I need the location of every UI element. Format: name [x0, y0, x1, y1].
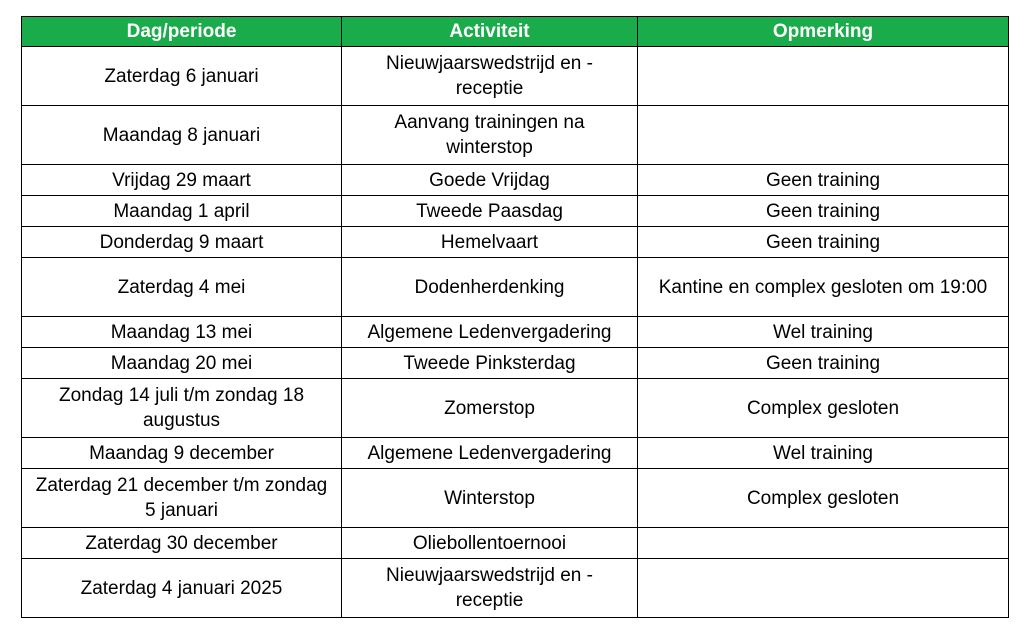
table-row	[22, 438, 1009, 469]
cell-activity: Nieuwjaarswedstrijd en - receptie	[342, 47, 638, 106]
cell-period: Zondag 14 juli t/m zondag 18 augustus	[22, 379, 342, 438]
header-note: Opmerking	[638, 17, 1009, 47]
cell-activity: Zomerstop	[342, 379, 638, 438]
cell-period: Maandag 13 mei	[22, 317, 342, 348]
header-row	[22, 17, 1009, 47]
cell-activity: Nieuwjaarswedstrijd en - receptie	[342, 559, 638, 618]
table-row	[22, 47, 1009, 106]
cell-period: Maandag 8 januari	[22, 106, 342, 165]
header-period: Dag/periode	[22, 17, 342, 47]
table-row	[22, 227, 1009, 258]
cell-note	[638, 106, 1009, 165]
cell-activity: Goede Vrijdag	[342, 165, 638, 196]
cell-period: Zaterdag 6 januari	[22, 47, 342, 106]
table-row	[22, 258, 1009, 317]
cell-period: Vrijdag 29 maart	[22, 165, 342, 196]
cell-period: Zaterdag 21 december t/m zondag 5 januari	[22, 469, 342, 528]
schedule-table	[21, 16, 1009, 618]
cell-note: Geen training	[638, 196, 1009, 227]
cell-activity: Algemene Ledenvergadering	[342, 317, 638, 348]
cell-activity: Tweede Pinksterdag	[342, 348, 638, 379]
cell-period: Zaterdag 4 mei	[22, 258, 342, 317]
cell-note: Complex gesloten	[638, 379, 1009, 438]
cell-period: Maandag 20 mei	[22, 348, 342, 379]
cell-period: Donderdag 9 maart	[22, 227, 342, 258]
table-row	[22, 165, 1009, 196]
cell-note	[638, 47, 1009, 106]
table-row	[22, 469, 1009, 528]
cell-activity: Dodenherdenking	[342, 258, 638, 317]
cell-activity: Aanvang trainingen na winterstop	[342, 106, 638, 165]
table-row	[22, 379, 1009, 438]
cell-note: Geen training	[638, 227, 1009, 258]
table-row	[22, 196, 1009, 227]
cell-activity: Algemene Ledenvergadering	[342, 438, 638, 469]
header-activity: Activiteit	[342, 17, 638, 47]
cell-activity: Oliebollentoernooi	[342, 528, 638, 559]
cell-activity: Hemelvaart	[342, 227, 638, 258]
table-row	[22, 559, 1009, 618]
cell-note: Geen training	[638, 348, 1009, 379]
table-body	[22, 47, 1009, 618]
table-header	[22, 17, 1009, 47]
cell-period: Maandag 1 april	[22, 196, 342, 227]
cell-period: Zaterdag 30 december	[22, 528, 342, 559]
table-row	[22, 528, 1009, 559]
cell-note	[638, 559, 1009, 618]
cell-note: Complex gesloten	[638, 469, 1009, 528]
cell-activity: Winterstop	[342, 469, 638, 528]
table-row	[22, 106, 1009, 165]
cell-activity: Tweede Paasdag	[342, 196, 638, 227]
cell-period: Zaterdag 4 januari 2025	[22, 559, 342, 618]
table-row	[22, 348, 1009, 379]
cell-note: Geen training	[638, 165, 1009, 196]
cell-note: Kantine en complex gesloten om 19:00	[638, 258, 1009, 317]
cell-note: Wel training	[638, 317, 1009, 348]
table-row	[22, 317, 1009, 348]
cell-note: Wel training	[638, 438, 1009, 469]
cell-note	[638, 528, 1009, 559]
cell-period: Maandag 9 december	[22, 438, 342, 469]
